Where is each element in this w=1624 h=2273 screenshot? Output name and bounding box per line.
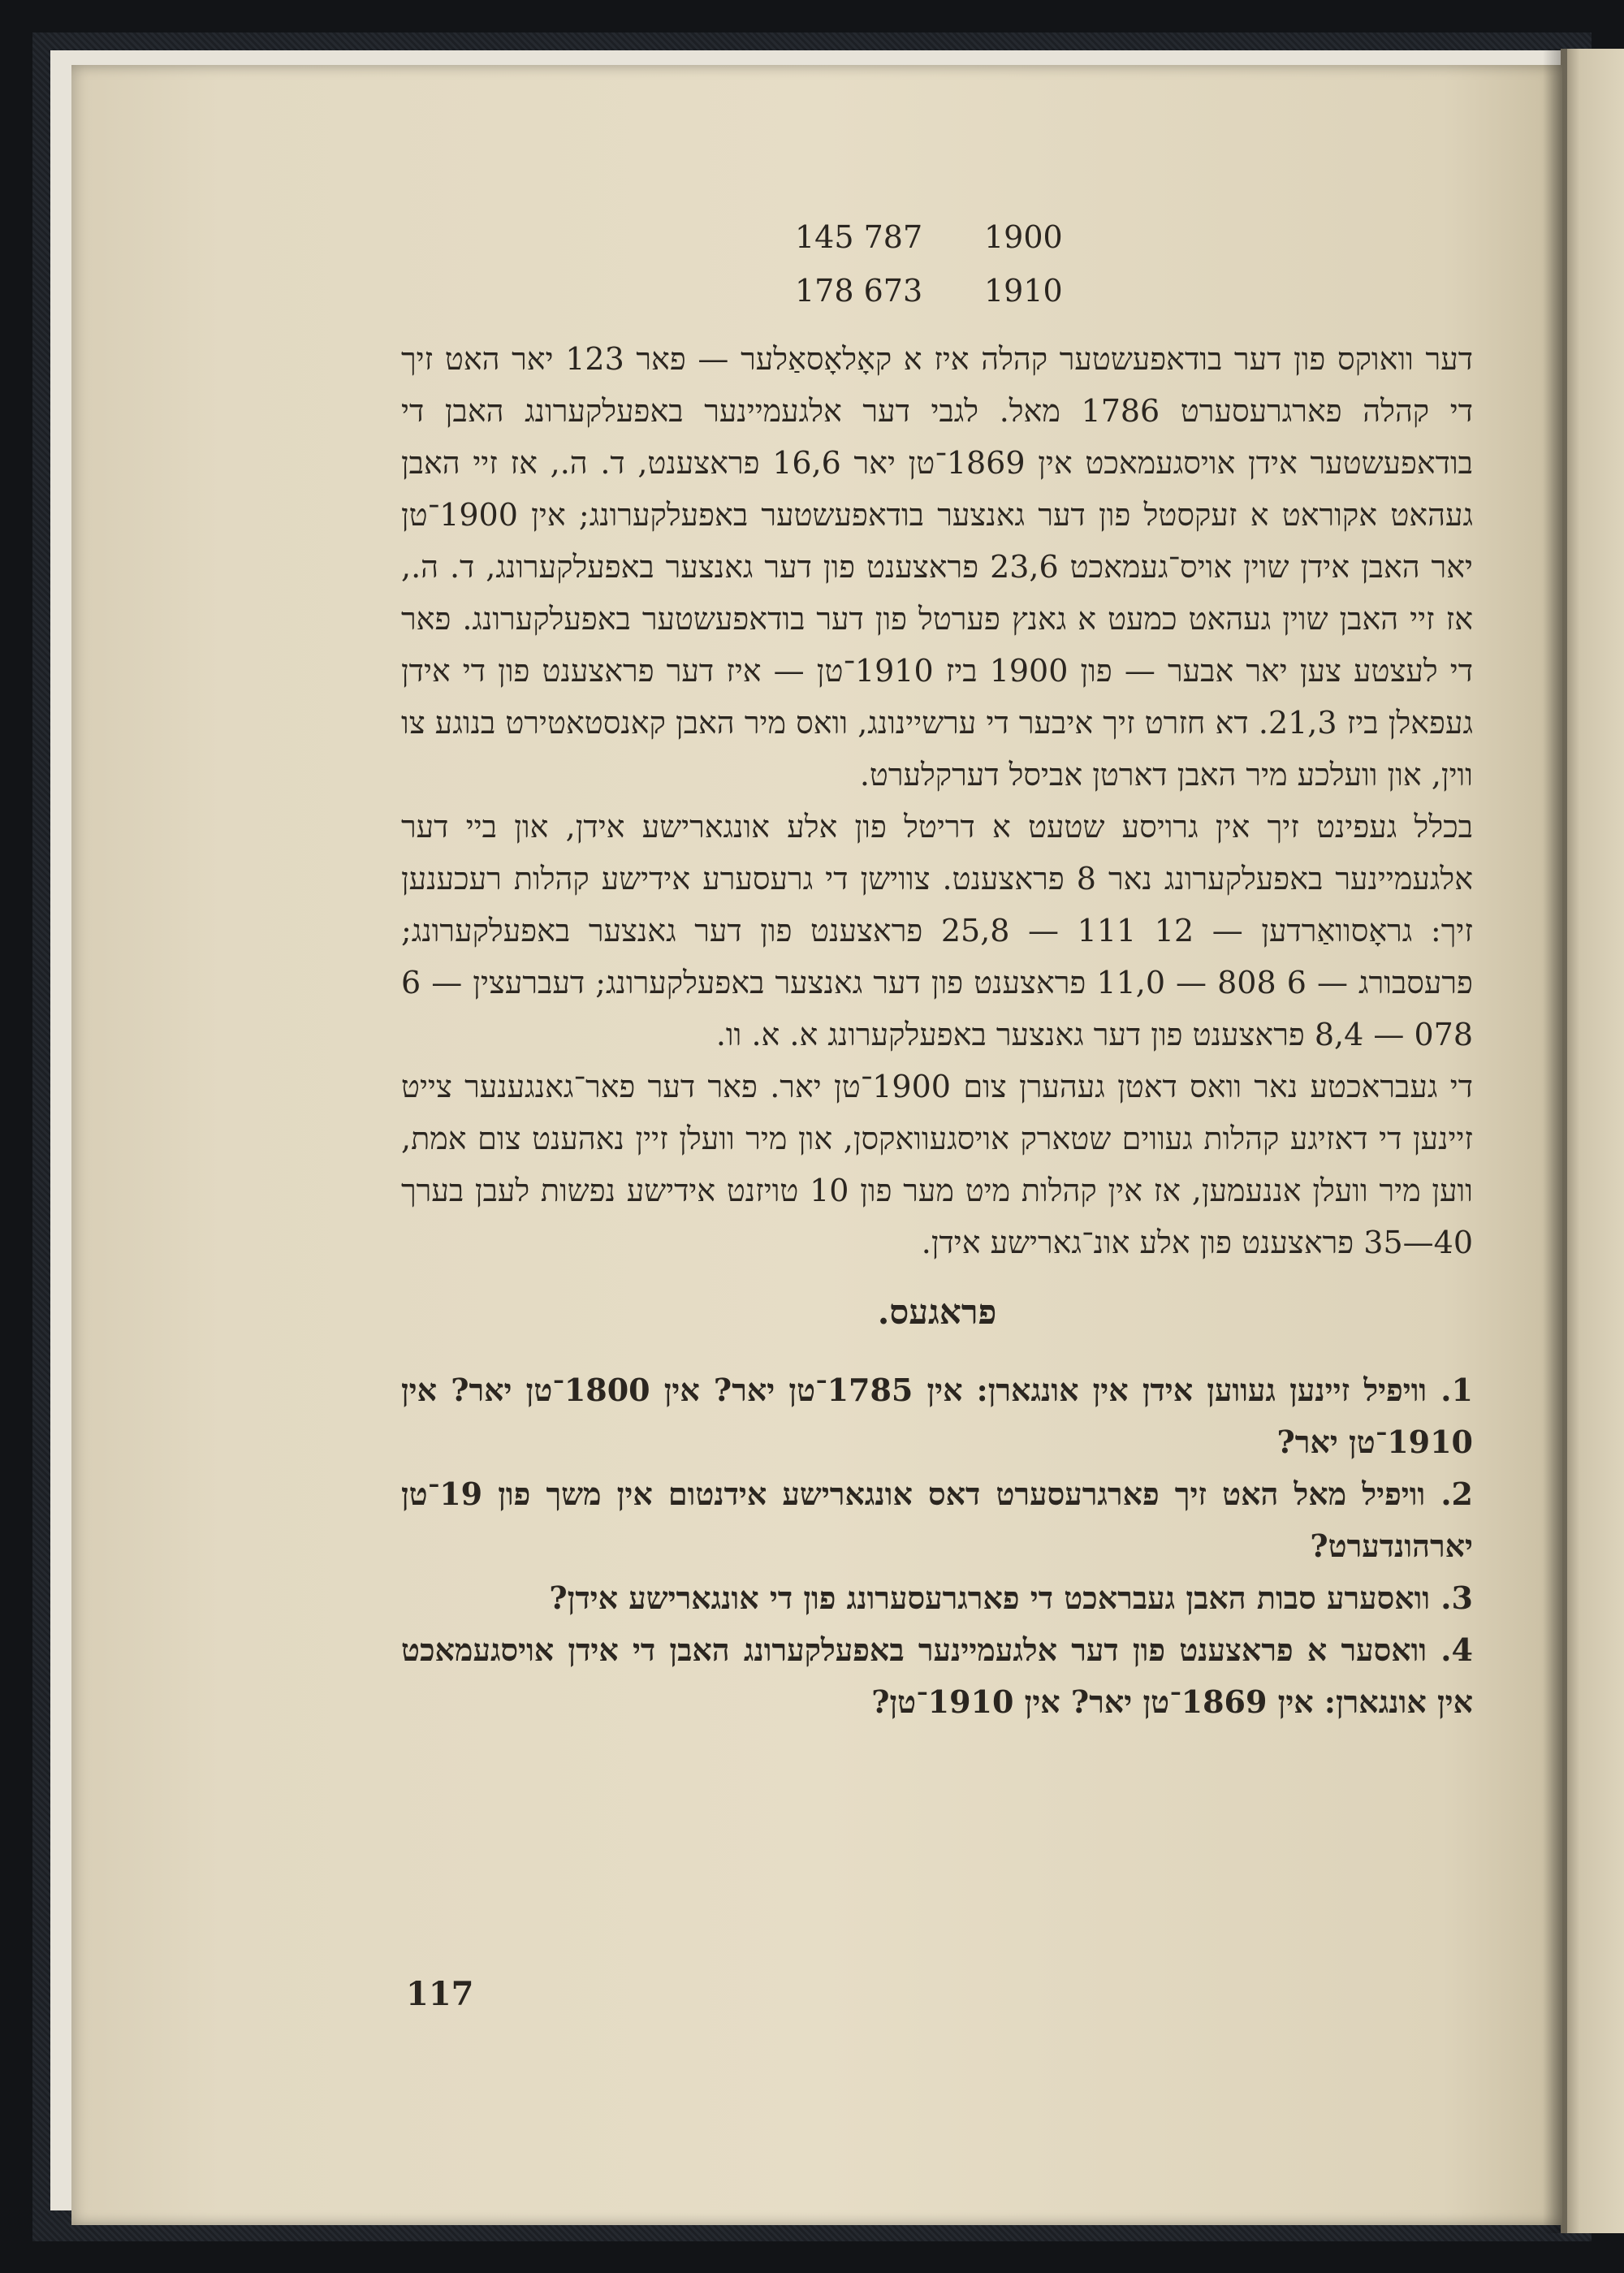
- table-year: 1910: [984, 273, 1063, 309]
- table-value: 178 673: [795, 273, 923, 309]
- paragraph: בכלל געפינט זיך אין גרויסע שטעט א דריטל פון אלע אונגארישע אידן, און ביי דער אלגעמיינער באפעלקערונג נאר 8 פראצענט. צווישן די גרעסערע אידישע קהלות רעכענען זיך: גראָסוואַרדען — 12 111 — 25,8 פראצענט פון דער גאנצער באפעלקערונג; פרעסבורג — 6 808 — 11,0 פראצענט פון דער גאנצער באפעלקערונג; דעברעצין — 6 078 — 8,4 פראצענט פון דער גאנצער באפעלקערונג א. א. וו.: [401, 809, 1473, 1052]
- page-number: 117: [406, 1975, 474, 2013]
- gutter-shadow: [1543, 49, 1567, 2233]
- paragraph: דער וואוקס פון דער בודאפעשטער קהלה איז א קאָלאָסאַלער — פאר 123 יאר האט זיך די קהלה פארגרעסערט 1786 מאל. לגבי דער אלגעמיינער באפעלקערונג האבן די בודאפעשטער אידן אויסגעמאכט אין 1869־טן יאר 16,6 פראצענט, ד. ה., אז זיי האבן געהאט אקוראט א זעקסטל פון דער גאנצער בודאפעשטער באפעלקערונג; אין 1900־טן יאר האבן אידן שוין אויס־געמאכט 23,6 פראצענט פון דער גאנצער באפעלקערונג, ד. ה., אז זיי האבן שוין געהאט כמעט א גאנץ פערטל פון דער בודאפעשטער באפעלקערונג. פאר די לעצטע צען יאר אבער — פון 1900 ביז 1910־טן — איז דער פראצענט פון די אידן געפאלן ביז 21,3. דא חזרט זיך איבער די ערשיינונג, וואס מיר האבן קאנסטאטירט בנוגע צו ווין, און וועלכע מיר האבן דארטן אביסל דערקלערט.: [401, 341, 1473, 793]
- facing-page-edge: [1561, 49, 1624, 2233]
- question-item: 2. וויפיל מאל האט זיך פארגרעסערט דאס אונגארישע אידנטום אין משך פון 19־טן יארהונדערט?: [401, 1476, 1473, 1564]
- question-item: 1. וויפיל זיינען געווען אידן אין אונגארן: אין 1785־טן יאר? אין 1800־טן יאר? אין 1910־טן יאר?: [401, 1372, 1473, 1460]
- population-table: [401, 219, 1473, 333]
- table-year: 1900: [984, 219, 1063, 255]
- question-item: 3. וואסערע סבות האבן געבראכט די פארגרעסערונג פון די אונגארישע אידן?: [549, 1579, 1473, 1616]
- section-heading: פראגעס.: [877, 1292, 997, 1332]
- table-row: [401, 273, 1473, 326]
- table-row: [401, 219, 1473, 273]
- paragraph: די געבראכטע נאר וואס דאטן געהערן צום 1900־טן יאר. פאר דער פאר־גאנגענער צייט זיינען די דאזיגע קהלות געווים שטארק אויסגעוואקסן, און מיר וועלן זיין נאהענט צום אמת, ווען מיר וועלן אננעמען, אז אין קהלות מיט מער פון 10 טויזנט אידישע נפשות לעבן בערך 40—35 פראצענט פון אלע אונ־גארישע אידן.: [401, 1069, 1474, 1260]
- table-value: 145 787: [795, 219, 923, 255]
- page-text: [401, 219, 1473, 1728]
- question-item: 4. וואסער א פראצענט פון דער אלגעמיינער באפעלקערונג האבן די אידן אויסגעמאכט אין אונגארן: אין 1869־טן יאר? אין 1910־טן?: [401, 1631, 1473, 1720]
